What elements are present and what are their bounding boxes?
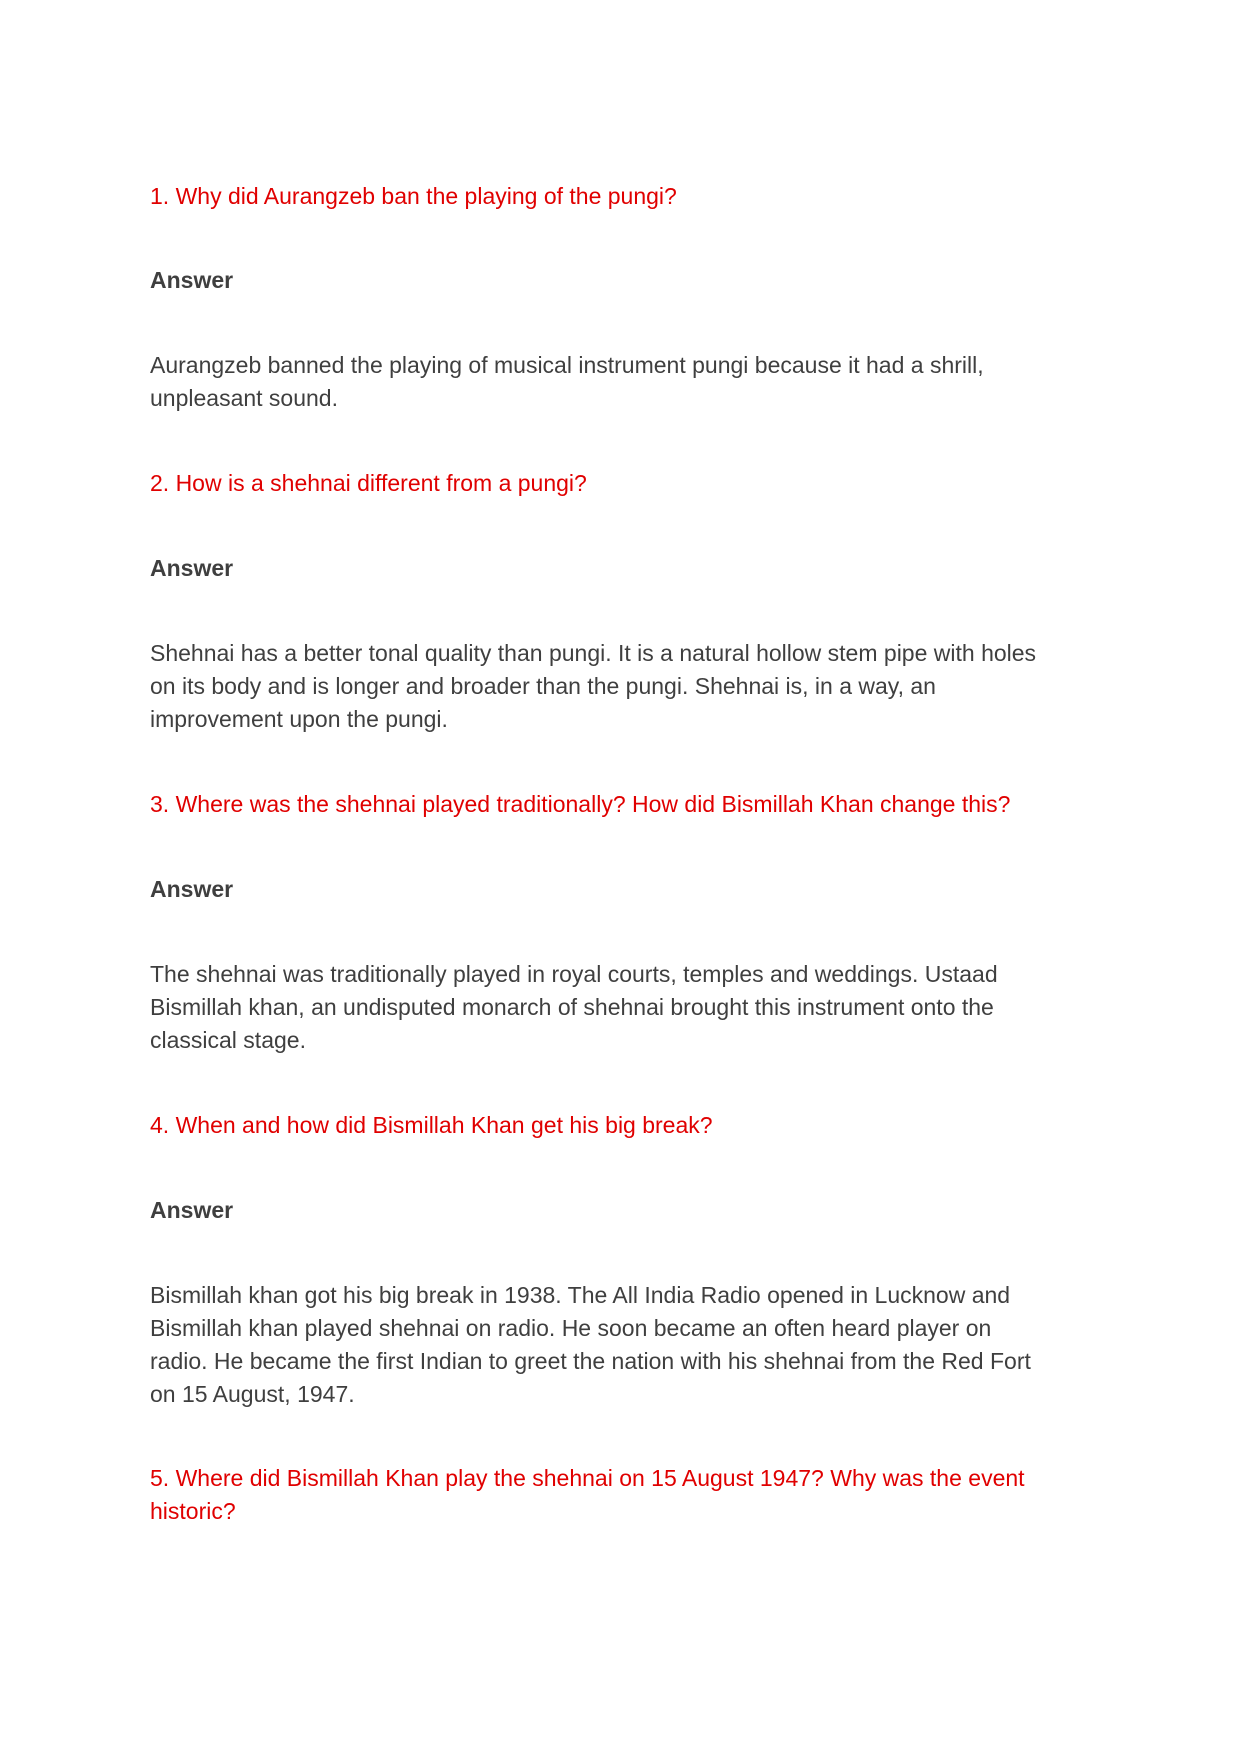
question-line: historic? <box>150 1498 236 1524</box>
answer-line: on its body and is longer and broader than the pungi. Shehnai is, in a way, an <box>150 673 936 699</box>
answer-3 <box>150 958 1080 1057</box>
question-line: 4. When and how did Bismillah Khan get his big break? <box>150 1112 713 1138</box>
question-1 <box>150 180 1080 213</box>
question-line: 1. Why did Aurangzeb ban the playing of the pungi? <box>150 183 677 209</box>
answer-label-3: Answer <box>150 876 234 902</box>
question-line: 5. Where did Bismillah Khan play the shehnai on 15 August 1947? Why was the event <box>150 1465 1025 1491</box>
answer-line: radio. He became the first Indian to greet the nation with his shehnai from the Red Fort <box>150 1348 1031 1374</box>
question-4 <box>150 1109 1080 1142</box>
question-line: 2. How is a shehnai different from a pungi? <box>150 470 587 496</box>
answer-label-2: Answer <box>150 555 234 581</box>
answer-2 <box>150 637 1080 736</box>
answer-label-1: Answer <box>150 267 234 293</box>
answer-line: on 15 August, 1947. <box>150 1381 355 1407</box>
answer-1 <box>150 349 1080 415</box>
question-3 <box>150 788 1080 821</box>
answer-line: unpleasant sound. <box>150 385 338 411</box>
answer-label-4: Answer <box>150 1197 234 1223</box>
answer-line: Aurangzeb banned the playing of musical instrument pungi because it had a shrill, <box>150 352 984 378</box>
answer-4 <box>150 1279 1080 1411</box>
answer-line: Bismillah khan, an undisputed monarch of shehnai brought this instrument onto the <box>150 994 994 1020</box>
question-line: 3. Where was the shehnai played traditionally? How did Bismillah Khan change this? <box>150 791 1011 817</box>
answer-line: classical stage. <box>150 1027 306 1053</box>
answer-line: Bismillah khan played shehnai on radio. He soon became an often heard player on <box>150 1315 992 1341</box>
answer-line: Shehnai has a better tonal quality than pungi. It is a natural hollow stem pipe with holes <box>150 640 1037 666</box>
answer-line: The shehnai was traditionally played in royal courts, temples and weddings. Ustaad <box>150 961 998 987</box>
question-2 <box>150 467 1080 500</box>
answer-line: Bismillah khan got his big break in 1938. The All India Radio opened in Lucknow and <box>150 1282 1011 1308</box>
answer-line: improvement upon the pungi. <box>150 706 448 732</box>
question-5 <box>150 1462 1080 1528</box>
